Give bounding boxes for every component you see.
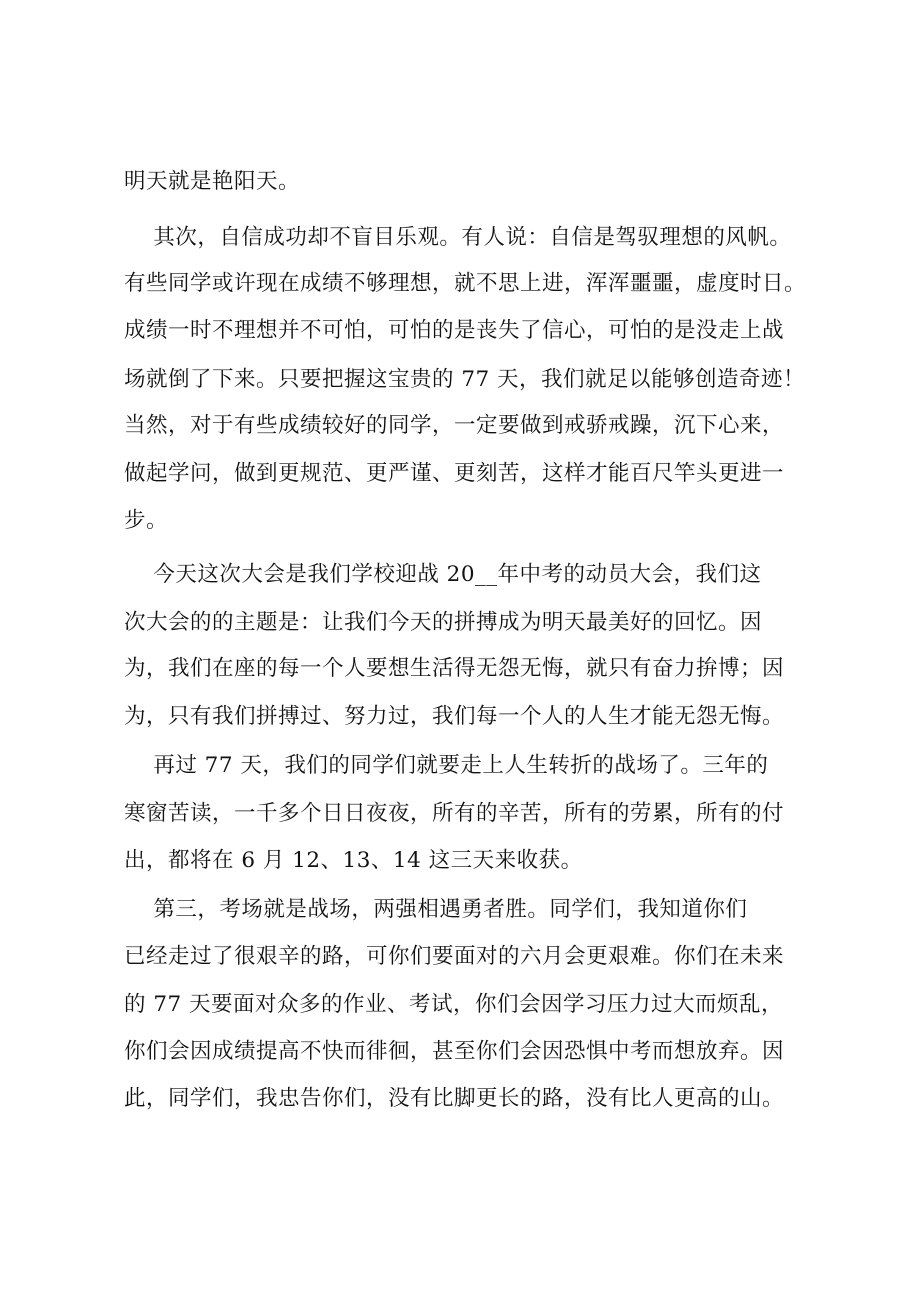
- paragraph-start-line: 今天这次大会是我们学校迎战 20__年中考的动员大会，我们这: [124, 562, 762, 587]
- text-line: 步。: [124, 508, 169, 533]
- paragraph-start-line: 第三，考场就是战场，两强相遇勇者胜。同学们，我知道你们: [124, 897, 748, 922]
- text-line: 此，同学们，我忠告你们，没有比脚更长的路，没有比人更高的山。: [124, 1086, 785, 1111]
- text-line: 出，都将在 6 月 12、13、14 这三天来收获。: [124, 848, 583, 873]
- text-line: 场就倒了下来。只要把握这宝贵的 77 天，我们就足以能够创造奇迹！: [124, 367, 806, 392]
- text-line: 有些同学或许现在成绩不够理想，就不思上进，浑浑噩噩，虚度时日。: [124, 271, 807, 296]
- text-line: 你们会因成绩提高不快而徘徊，甚至你们会因恐惧中考而想放弃。因: [124, 1039, 785, 1064]
- paragraph-start-line: 其次，自信成功却不盲目乐观。有人说：自信是驾驭理想的风帆。: [124, 225, 792, 250]
- text-line: 为，只有我们拼搏过、努力过，我们每一个人的人生才能无怨无悔。: [124, 704, 785, 729]
- paragraph-start-line: 再过 77 天，我们的同学们就要走上人生转折的战场了。三年的: [124, 753, 769, 778]
- text-line: 为，我们在座的每一个人要想生活得无怨无悔，就只有奋力拚博；因: [124, 656, 785, 681]
- text-line: 当然，对于有些成绩较好的同学，一定要做到戒骄戒躁，沉下心来，: [124, 413, 785, 438]
- text-line: 次大会的的主题是：让我们今天的拼搏成为明天最美好的回忆。因: [124, 610, 763, 635]
- text-line: 成绩一时不理想并不可怕，可怕的是丧失了信心，可怕的是没走上战: [124, 318, 785, 343]
- text-line: 已经走过了很艰辛的路，可你们要面对的六月会更艰难。你们在未来: [124, 944, 785, 969]
- text-line: 明天就是艳阳天。: [124, 169, 301, 194]
- text-line: 的 77 天要面对众多的作业、考试，你们会因学习压力过大而烦乱，: [124, 992, 784, 1017]
- text-line: 做起学问，做到更规范、更严谨、更刻苦，这样才能百尺竿头更进一: [124, 461, 785, 486]
- text-line: 寒窗苦读，一千多个日日夜夜，所有的辛苦，所有的劳累，所有的付: [124, 801, 785, 826]
